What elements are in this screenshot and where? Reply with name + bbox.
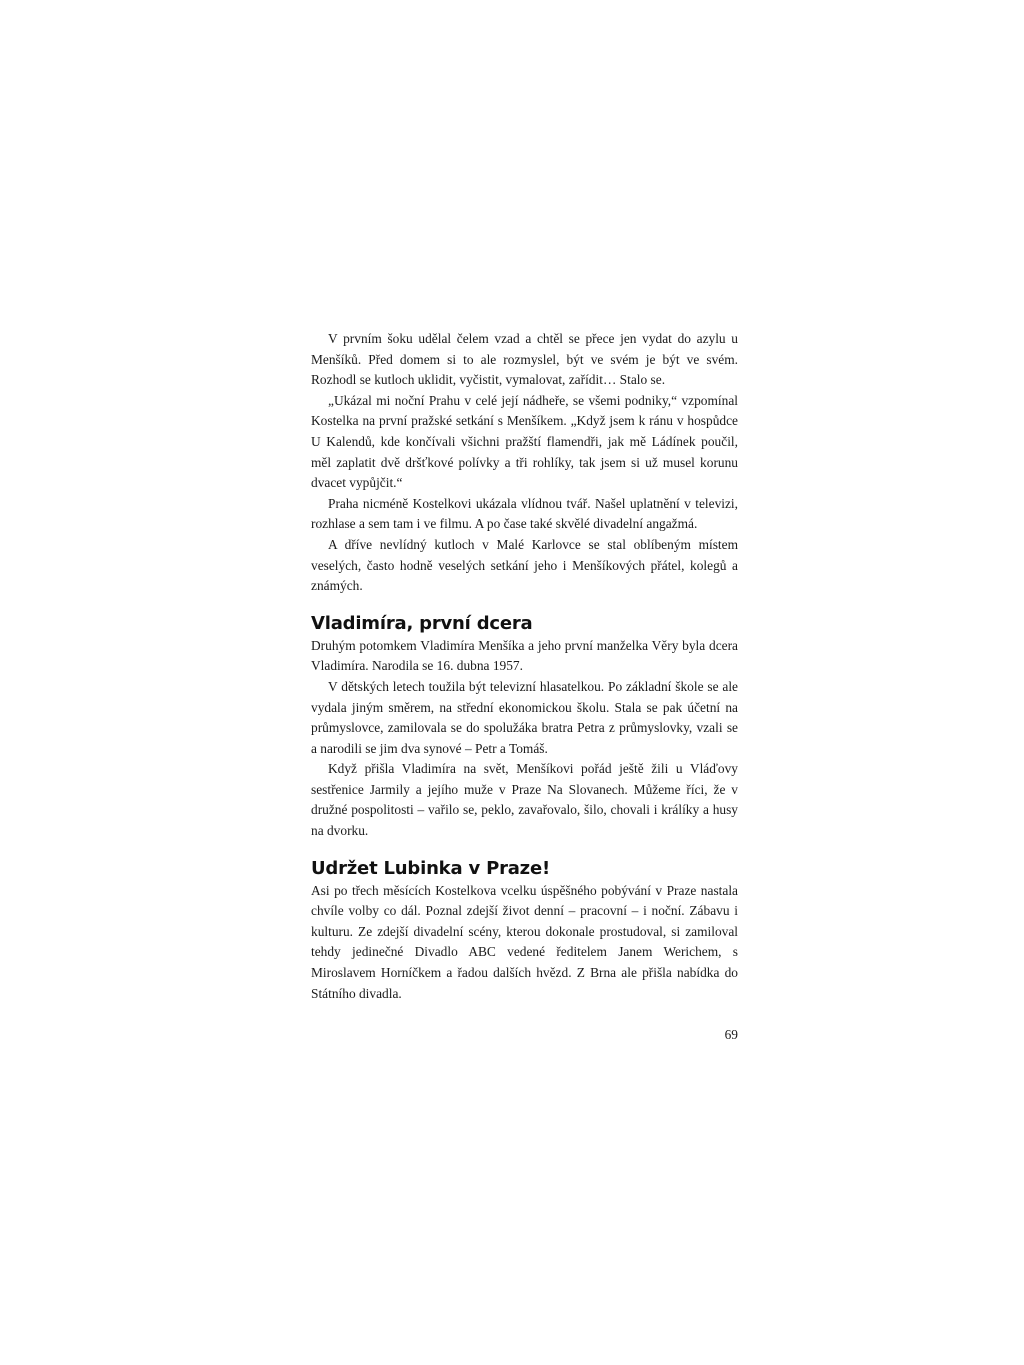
page-number: 69	[724, 1027, 738, 1042]
section-heading: Udržet Lubinka v Praze!	[311, 857, 550, 879]
paragraph: Praha nicméně Kostelkovi ukázala vlídnou tvář. Našel uplatnění v televizi, rozhlase a sem tam i ve filmu. A po čase také skvělé divadelní angažmá.	[311, 495, 738, 532]
paragraph: V prvním šoku udělal čelem vzad a chtěl se přece jen vydat do azylu u Menšíků. Před domem si to ale rozmyslel, být ve svém je být ve svém. Rozhodl se kutloch uklidit, vyčistit, vymalovat, zařídit… Stalo se.	[311, 331, 738, 388]
paragraph: Asi po třech měsících Kostelkova vcelku úspěšného pobývání v Praze nastala chvíle volby co dál. Poznal zdejší život denní – pracovní – i noční. Zábavu i kulturu. Ze zdejší divadelní scény, kterou dokonale prostudoval, si zamiloval tehdy jedinečné Divadlo ABC vedené ředitelem Janem Werichem, s Miroslavem Horníčkem a řadou dalších hvězd. Z Brna ale přišla nabídka do Státního divadla.	[311, 882, 738, 1001]
section-heading: Vladimíra, první dcera	[311, 612, 533, 634]
paragraph: Když přišla Vladimíra na svět, Menšíkovi pořád ještě žili u Vláďovy sestřenice Jarmily a jejího muže v Praze Na Slovanech. Můžeme říci, že v družné pospolitosti – vařilo se, peklo, zavařovalo, šilo, chovali i králíky a husy na dvorku.	[311, 761, 738, 839]
paragraph: V dětských letech toužila být televizní hlasatelkou. Po základní škole se ale vydala jiným směrem, na střední ekonomickou školu. Stala se pak účetní na průmyslovce, zamilovala se do spolužáka bratra Petra z průmyslovky, vzali se a narodili se jim dva synové – Petr a Tomáš.	[311, 678, 738, 756]
body-text	[311, 329, 738, 1004]
paragraph: A dříve nevlídný kutloch v Malé Karlovce se stal oblíbeným místem veselých, často hodně veselých setkání jeho i Menšíkových přátel, kolegů a známých.	[311, 536, 738, 594]
paragraph: Druhým potomkem Vladimíra Menšíka a jeho první manželka Věry byla dcera Vladimíra. Narodila se 16. dubna 1957.	[311, 637, 738, 674]
paragraph: „Ukázal mi noční Prahu v celé její nádheře, se všemi podniky,“ vzpomínal Kostelka na první pražské setkání s Menšíkem. „Když jsem k ránu v hospůdce U Kalendů, kde končívali všichni pražští flamendři, jak mě Ládínek poučil, měl zaplatit dvě dršťkové polívky a tři rohlíky, tak jsem si už musel korunu dvacet vypůjčit.“	[311, 392, 738, 491]
